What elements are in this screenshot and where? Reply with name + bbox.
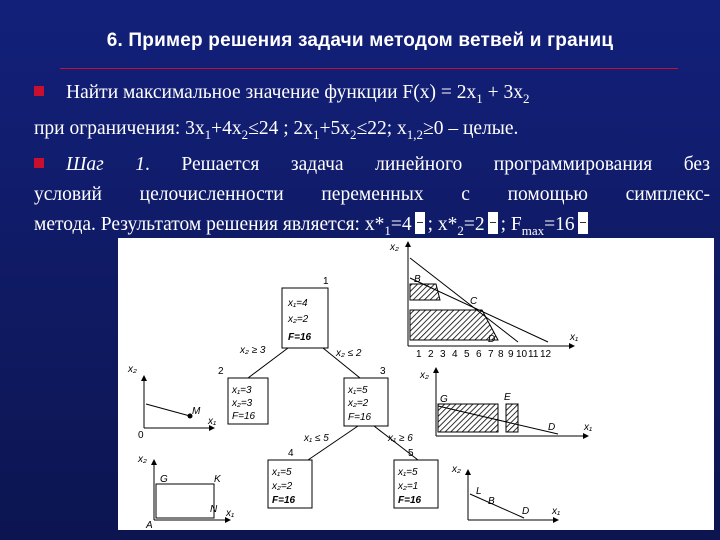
node2-line-2: x₂=3 (232, 398, 253, 409)
result-text: ; x* (427, 213, 458, 235)
root-line-3: F=16 (288, 332, 312, 343)
graph-sl-point-m: M (192, 406, 201, 417)
node5-line-1: x₁=5 (398, 467, 418, 478)
tick: 4 (452, 349, 458, 360)
tick: 12 (540, 349, 552, 360)
branch-and-bound-figure (118, 238, 714, 530)
paragraph-constraints (34, 114, 710, 150)
decision-tree (218, 276, 438, 508)
graph-top-point-c: C (470, 296, 478, 307)
node4-label: 4 (288, 448, 294, 459)
bullet-icon (34, 86, 44, 96)
sub: 1,2 (406, 126, 423, 142)
graph-mid-point-d: D (548, 422, 556, 433)
graph-mid-y-label: x₂ (420, 370, 429, 381)
graph-br-point-d: D (522, 506, 530, 517)
branch-rr-label: x₁ ≥ 6 (388, 433, 413, 444)
graph-small-br (451, 464, 560, 520)
graph-top (389, 242, 578, 360)
graph-sb-rect (156, 484, 214, 518)
root-line-1: x₁=4 (288, 298, 308, 309)
result-text: метода. Результатом решения является: x* (34, 213, 385, 235)
sub: max (521, 222, 545, 238)
node5-line-3: F=16 (398, 495, 422, 506)
graph-top-region-b (410, 310, 498, 340)
constraint-text: +4x (211, 117, 242, 139)
fraction-icon (488, 212, 498, 234)
graph-sb-point-a: A (146, 520, 153, 530)
graph-sb-x-label: x₁ (226, 508, 235, 519)
constraint-text: при ограничения: 3x (34, 117, 205, 139)
graph-mid-x-label: x₁ (584, 422, 593, 433)
result-text: =16 (544, 213, 575, 235)
node3-line-1: x₁=5 (348, 385, 368, 396)
result-text: ; F (500, 213, 522, 235)
graph-top-x-label: x₁ (570, 332, 579, 343)
sub: 2 (523, 90, 530, 106)
tick: 10 (516, 349, 528, 360)
constraint-text: ≤24 ; 2x (248, 117, 313, 139)
node3-label: 3 (380, 366, 386, 377)
graph-mid-region-b (506, 404, 518, 432)
step-label: Шаг 1 (66, 153, 145, 175)
tick: 7 (488, 349, 494, 360)
graph-sl-y-label: x₂ (128, 364, 137, 375)
result-text: =2 (463, 213, 485, 235)
node5-label: 5 (408, 448, 414, 459)
tick: 3 (440, 349, 446, 360)
slide-body (34, 78, 710, 246)
sub: 2 (350, 126, 357, 142)
node3-line-3: F=16 (348, 412, 372, 423)
title-divider (60, 68, 678, 69)
sub: 1 (204, 126, 212, 142)
slide-title: 6. Пример решения задачи методом ветвей и границ (106, 30, 614, 51)
graph-mid-point-e: E (504, 392, 511, 403)
graph-top-point-b: B (414, 274, 421, 285)
graph-mid-point-g: G (440, 394, 448, 405)
graph-sl-x-label: x₁ (208, 416, 217, 427)
tick: 5 (464, 349, 470, 360)
objective-mid: + 3x (482, 82, 524, 103)
bullet-icon (34, 158, 44, 168)
graph-top-ticks (416, 349, 552, 360)
fraction-icon (415, 212, 425, 234)
step-text: . Решается задача линейного программирования без (145, 153, 710, 175)
graph-top-point-d: D (488, 334, 496, 345)
branch-ll-label: x₁ ≤ 5 (304, 433, 329, 444)
constraint-text: +5x (319, 117, 350, 139)
constraint-text: ≥0 – целые. (423, 117, 519, 139)
graph-small-bottom (137, 454, 234, 530)
constraint-text: ≤22; x (356, 117, 407, 139)
sub: 1 (476, 90, 483, 106)
node2-label: 2 (218, 366, 224, 377)
node5-line-2: x₂=1 (398, 481, 419, 492)
graph-br-point-l: L (476, 486, 482, 497)
sub: 2 (241, 126, 249, 142)
graph-sb-y-label: x₂ (138, 454, 147, 465)
tick: 1 (416, 349, 422, 360)
figure-svg (118, 238, 714, 530)
result-text: =4 (390, 213, 412, 235)
graph-br-line (470, 494, 524, 518)
node2-line-1: x₁=3 (232, 385, 252, 396)
graph-middle (419, 368, 592, 436)
sub: 1 (313, 126, 320, 142)
fraction-icon (578, 212, 588, 234)
node4-line-3: F=16 (272, 495, 296, 506)
root-line-2: x₂=2 (288, 314, 309, 325)
graph-br-point-b: B (488, 496, 495, 507)
objective-text: Найти максимальное значение функции F(x) = 2x (66, 82, 477, 103)
graph-sb-point-n: N (210, 504, 218, 515)
tick: 8 (498, 349, 504, 360)
node3-line-2: x₂=2 (348, 398, 369, 409)
tree-root-label: 1 (323, 276, 329, 287)
tick: 9 (508, 349, 514, 360)
tick: 2 (428, 349, 434, 360)
graph-sb-point-g: G (160, 474, 168, 485)
tick: 11 (528, 349, 539, 360)
node4-line-2: x₂=2 (272, 481, 293, 492)
node4-line-1: x₁=5 (272, 467, 292, 478)
paragraph-objective (34, 78, 710, 114)
sub: 1 (384, 222, 391, 238)
graph-sb-point-k: K (214, 474, 221, 485)
graph-top-region-a (410, 284, 440, 300)
graph-br-x-label: x₁ (552, 506, 561, 517)
branch-right-label: x₂ ≤ 2 (336, 348, 362, 359)
branch-left-label: x₂ ≥ 3 (240, 345, 266, 356)
graph-sl-origin: 0 (138, 430, 144, 441)
paragraph-step1 (34, 150, 710, 180)
graph-sl-line (146, 404, 190, 416)
node2-line-3: F=16 (232, 411, 256, 422)
graph-top-y-label: x₂ (390, 242, 399, 253)
graph-br-y-label: x₂ (452, 464, 461, 475)
paragraph-step1-cont: условий целочисленности переменных с помощью симплекс- (34, 183, 710, 205)
sub: 2 (457, 222, 464, 238)
tick: 6 (476, 349, 482, 360)
graph-small-left (127, 364, 216, 441)
